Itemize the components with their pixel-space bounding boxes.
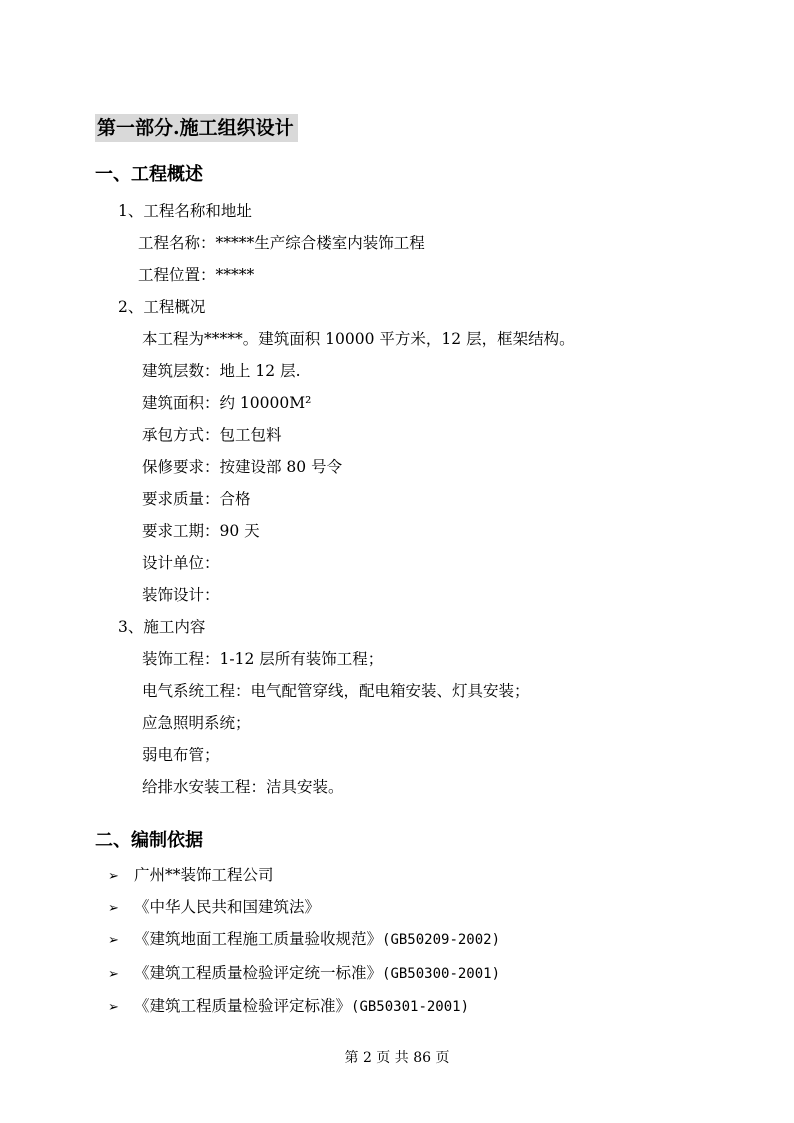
content-line: 电气系统工程：电气配管穿线，配电箱安装、灯具安装； — [142, 682, 530, 700]
section-title-basis: 二、编制依据 — [95, 830, 203, 851]
standard-code: (GB50301-2001) — [351, 999, 470, 1015]
project-name-line: 工程名称：*****生产综合楼室内装饰工程 — [138, 234, 425, 252]
standard-code: (GB50209-2002) — [382, 932, 501, 948]
standard-code: (GB50300-2001) — [382, 966, 501, 982]
arrow-bullet-icon: ➢ — [108, 869, 119, 884]
part-title: 第一部分.施工组织设计 — [95, 114, 298, 142]
section-title-overview: 一、工程概述 — [95, 164, 203, 185]
project-location-line: 工程位置：***** — [138, 266, 255, 284]
basis-list-item — [108, 865, 274, 887]
overview-line: 要求工期：90 天 — [142, 522, 260, 540]
basis-item-text: 《建筑工程质量检验评定标准》 — [134, 997, 352, 1015]
basis-list-item — [108, 929, 500, 951]
page-footer: 第 2 页 共 86 页 — [344, 1050, 450, 1066]
overview-line: 本工程为*****。建筑面积 10000 平方米，12 层，框架结构。 — [142, 330, 575, 348]
overview-line: 建筑层数：地上 12 层. — [142, 362, 301, 380]
arrow-bullet-icon: ➢ — [108, 933, 119, 948]
overview-line: 承包方式：包工包料 — [142, 426, 282, 444]
overview-line: 设计单位： — [142, 554, 220, 572]
basis-item-text: 《中华人民共和国建筑法》 — [134, 898, 321, 916]
item-heading-content: 3、施工内容 — [118, 618, 206, 636]
overview-line: 保修要求：按建设部 80 号令 — [142, 458, 343, 476]
basis-list-item — [108, 897, 320, 919]
basis-item-text: 《建筑地面工程施工质量验收规范》 — [134, 930, 383, 948]
basis-item-text: 广州**装饰工程公司 — [134, 866, 274, 884]
basis-list-item — [108, 996, 469, 1018]
item-heading-overview: 2、工程概况 — [118, 298, 206, 316]
content-line: 应急照明系统； — [142, 714, 251, 732]
overview-line: 装饰设计： — [142, 586, 220, 604]
item-heading-name-address: 1、工程名称和地址 — [118, 202, 252, 220]
content-line: 给排水安装工程：洁具安装。 — [142, 778, 344, 796]
content-line: 弱电布管； — [142, 746, 220, 764]
overview-line: 建筑面积：约 10000M² — [142, 394, 312, 412]
basis-list-item — [108, 963, 500, 985]
arrow-bullet-icon: ➢ — [108, 1000, 119, 1015]
content-line: 装饰工程：1-12 层所有装饰工程； — [142, 650, 384, 668]
basis-item-text: 《建筑工程质量检验评定统一标准》 — [134, 964, 383, 982]
overview-line: 要求质量：合格 — [142, 490, 251, 508]
arrow-bullet-icon: ➢ — [108, 901, 119, 916]
arrow-bullet-icon: ➢ — [108, 967, 119, 982]
